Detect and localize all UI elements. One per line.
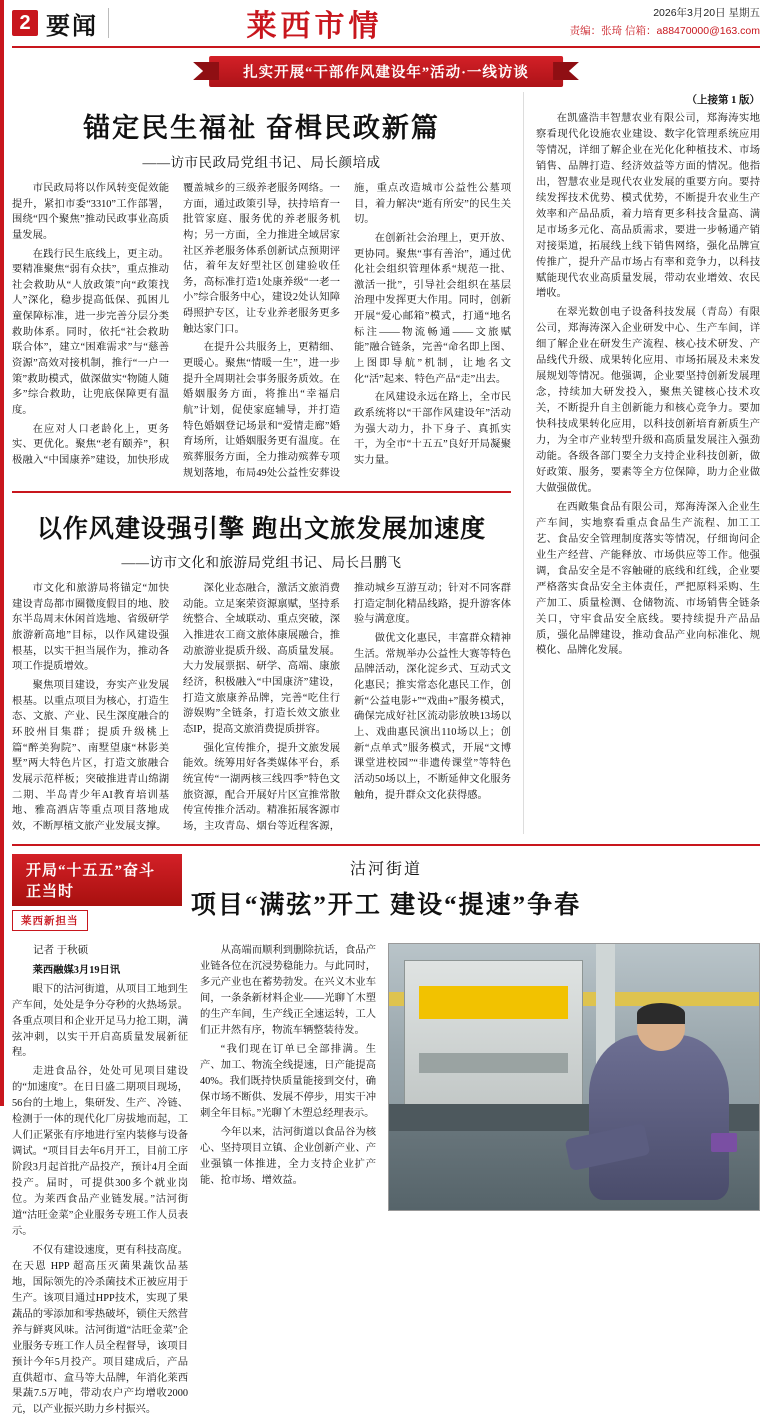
photo-equipment-accent bbox=[711, 1133, 737, 1152]
page-edge-accent bbox=[0, 0, 4, 1106]
article1-p5: 在创新社会治理上，更开放、更协同。聚焦“事有善治”，通过优化社会组织管理体系“规范一批、激活一批”，引导社会组织在基层治理中发挥更大作用。同时，创新开展“爱心邮箱”模式，打通“地名标注——物流畅通——文旅赋能”融合链条，完善“命名即上图、上图即导航”机制，让地名文化“活”起来、特色产品“走”出去。 bbox=[354, 232, 511, 385]
bottom-header-row bbox=[12, 854, 760, 931]
article1-p1: 市民政局将以作风转变促效能提升，紧扣市委“3310”工作部署，围绕“四个聚焦”推动民政事业高质量发展。 bbox=[12, 183, 169, 241]
article3-p4: 从高端而顺利到删除抗话，食品产业链各位在沉浸势稳能力。与此同时，多元产业也在蓄势勃发。在兴义木业车间，一条条新材料企业——光聊丫木塑的生产车间，生产线正全速运转，工人们正井然有序，物流车辆整装待发。 bbox=[200, 945, 376, 1037]
right-p2: 在翠光数创电子设备科技发展（青岛）有限公司，郑海涛深入企业研发中心、生产车间，详细了解企业在研发生产流程、核心技术研发、产品线代升级、成果转化应用、市场拓展及未来发展规划等情况。他强调，企业要坚持创新发展理念，持续加大研发投入，聚焦关键核心技术攻关，不断提升自主创新能力和核心竞争力。要加快科技成果转化应用，以科技创新培育新质生产力，为全市产业转型升级和高质量发展注入强劲动能。各级各部门要全力支持企业科技创新，做好政策、服务，要素等全方位保障，助力企业做大做强做优。 bbox=[536, 307, 760, 494]
issue-date: 2026年3月20日 星期五 bbox=[653, 7, 760, 20]
article3-col1 bbox=[12, 943, 188, 1421]
campaign-tag-block bbox=[12, 854, 182, 931]
continued-article-column bbox=[524, 92, 760, 834]
article1-p2: 在践行民生底线上，更主动。要精准聚焦“弱有众扶”，重点推动社会救助从“人放政策”向“政策找人”深化，稳步提高低保、孤困儿童保障标准，进一步完善分层分类救助体系。同时，依托“社会救助联合体”，建立“困难需求”与“慈善资源”高效对接机制，推行“一户一策”救助模式，做深做实“物随人随多”综合救助，让兜底保障更有温度。 bbox=[12, 248, 169, 416]
article1-headline: 锚定民生福祉 奋楫民政新篇 bbox=[83, 113, 440, 143]
masthead-divider bbox=[108, 8, 109, 38]
street-name: 沽河街道 bbox=[349, 861, 422, 879]
article2-body bbox=[12, 581, 511, 834]
article2-subhead: ——访市文化和旅游局党组书记、局长吕鹏飞 bbox=[121, 555, 402, 571]
article2-p4: 强化宣传推介，提升文旅发展能效。统筹用好各类媒体平台，系统宣传“一湖两核三线四季”特色文旅资源，配合开展好片区宣推常散传宣传推介活动。精准拓展客源市场，主攻青岛、烟台等近程客源，推动城乡互游互动；针对不同客群打造定制化精品线路，提升游客体验与满意度。 bbox=[183, 583, 511, 832]
top-section bbox=[12, 92, 760, 834]
article3-p6: 今年以来，沽河街道以食品谷为核心、坚持项目立镇、企业创新产业、产业强镇一体推进，全力支持企业扩产能、抢市场、增效益。 bbox=[200, 1126, 376, 1186]
paper-title: 莱西市情 bbox=[246, 10, 383, 43]
section-name: 要闻 bbox=[46, 13, 98, 40]
article3-byline: 记者 于秋硕 bbox=[33, 945, 89, 957]
article3-p1: 眼下的沽河街道，从项目工地到生产车间，处处是争分夺秒的火热场景。各重点项目和企业开足马力抢工期，满弦冲刺，以实干开启高质量发展新征程。 bbox=[12, 983, 188, 1059]
article3-body bbox=[12, 943, 760, 1421]
article3-p5: “我们现在订单已全部排满。生产、加工、物流全线提速，日产能提高40%。我们既持快质量能接到交付，确保市场不断供、发展不停步，用实干冲刺全年目标。”光聊丫木塑总经理表示。 bbox=[200, 1044, 376, 1119]
campaign-tag-sub: 莱西新担当 bbox=[12, 910, 88, 931]
right-p1: 在凯盛浩丰智慧农业有限公司，郑海涛实地察看现代化设施农业建设、数字化管理系统应用等情况，详细了解企业在光化化种植技术、市场销售、品牌打造、经济效益等方面的情况。他指出，智慧农业是现代农业发展的重要方向。要持续发挥技术优势、模式优势，不断提升农业生产效率和产品品质，着力培育更多科技含量高、满足市场多元化、高品质需求，要进一步畅通产销对接渠道，拓展线上线下销售网络，强化品牌宣传推广，提升产品市场占有率和竞争力，以科技赋能现代农业高质量发展，带动农业增效、农民增收。 bbox=[536, 113, 760, 300]
article2-p1: 市文化和旅游局将锚定“加快建设青岛都市圈微度假目的地、胶东半岛周末休闲首选地、省级研学旅游新高地”目标，以作风建设强根基，以实干担当展作为，推动各项工作提质增效。 bbox=[12, 583, 169, 673]
article1-p3: 在应对人口老龄化上，更务实、更优化。聚焦“老有颐养”，积极融入“中国康养”建设，加快形成覆盖城乡的三级养老服务网络。一方面，通过政策引导，扶持培育一批管家庭、服务优的养老服务机构；另一方面，全力推进全域居家社区养老服务体系创新试点预期评估，着年友好型社区创建验收任务，高标准打造1处康养级“一老一小”综合服务中心，建设2处认知障碍照护专区，让专业养老服务更多触达家门口。 bbox=[12, 183, 340, 466]
article3-p3: 不仅有建设速度，更有科技高度。在天恩 HPP 超高压灭菌果蔬饮品基地，国际领先的冷杀菌技术正被应用于生产。该项目通过HPP技术，实现了果蔬品的零添加和零热破坏，锁住天然营养与鲜爽风味。沽河街道“沽旺金菜”企业服务专班工作人员全程督导，该项目预计今年5月投产。项目建成后，产品直供超市、盒马等大品牌，年消化莱西果蔬7.5万吨，带动农户产均增收2000元，以产业振兴助力乡村振兴。 bbox=[12, 1244, 188, 1416]
top-left-column bbox=[12, 92, 524, 834]
article2-p5: 做优文化惠民，丰富群众精神生活。常规举办公益性大赛等特色品牌活动，深化淀乡式、互动式文化惠民；推实常态化惠民工作，创新“公益电影+”“戏曲+”服务模式，确保完成好社区流动影放映13场以上、戏曲惠民演出110场以上；创新“点单式”服务模式，开展“文博课堂进校园”“非遗传课堂”等特色活动50场以上，不断延伸文化服务触角，提升群众文化获得感。 bbox=[354, 633, 511, 801]
article2-p3: 深化业态融合，激活文旅消费动能。立足案荣资源禀赋，坚持系统整合、全域联动、重点突破，深入推进农工商文旅体康展融合，推动旅游业提质升级、高质量发展。大力发展票据、研学、高端、康旅经济，积极融入“中国康济”建设，打造文旅康养品牌，完善“吃住行游娱购”全链条，打造长效文旅业态IP，提高文旅消费提质拼容。 bbox=[183, 583, 340, 735]
bottom-section bbox=[12, 844, 760, 1421]
right-p3: 在西敞集食品有限公司，郑海涛深入企业生产车间，实地察看重点食品生产流程、加工工艺、食品安全管理制度落实等情况，仔细询问企业生产经营、产能释放、市场供应等工作。他强调，食品安全是不容触碰的底线和红线，企业要严格落实食品安全主体责任，严把原料采购、生产加工、质量检测、仓储物流、市场销售全链条关口，守牢食品安全底线。要持续提升产品品质，强化品牌建设，推动食品产业向标准化、规模化、品牌化发展。 bbox=[536, 501, 760, 657]
bottom-titles bbox=[190, 854, 582, 921]
campaign-tag-main: 开局“十五五”奋斗正当时 bbox=[12, 854, 182, 906]
campaign-banner-wrap bbox=[12, 56, 760, 86]
photo-worker-body bbox=[589, 1035, 730, 1200]
editor-contact: 责编：张琦 信箱：a88470000@163.com bbox=[569, 25, 760, 37]
campaign-banner: 扎实开展“干部作风建设年”活动·一线访谈 bbox=[209, 56, 563, 87]
article3-dateline: 莱西融媒3月19日讯 bbox=[32, 964, 121, 976]
article1-p6: 在风建设永远在路上，全市民政系统将以“干部作风建设年”活动为强大动力，扑下身子、真抓实干，为全市“十五五”良好开局凝聚实力量。 bbox=[354, 392, 511, 466]
article3-col2 bbox=[200, 943, 376, 1421]
page-number: 2 bbox=[12, 10, 38, 36]
article3-headline: 项目“满弦”开工 建设“提速”争春 bbox=[190, 892, 582, 920]
article1-subhead: ——访市民政局党组书记、局长颜培成 bbox=[142, 155, 381, 170]
article3-p2: 走进食品谷，处处可见项目建设的“加速度”。在日日盛二期项目现场，56台的土地上，集研发、生产、冷链、检测于一体的现代化厂房拔地而起，工人们正紧张有序地进行室内装修与设备调试。“项目目去年6月开工，目前工序阶段3月起首批产品投产，预计4月全面投产。届时，可提供300多个就业岗位。为莱西食品产业链发展。”沽河街道“沽旺金菜”企业服务专班工作人员表示。 bbox=[12, 1066, 188, 1237]
continued-from-label: （上接第 1 版） bbox=[686, 95, 760, 106]
article2-p2: 聚焦项目建设，夯实产业发展根基。以重点项目为核心，打造生态、文旅、产业、民生深度融合的环胶州目集群；提质升级桃上篇“醉美狗院”、南墅望康“林影美墅”两大特色片区，打造文旅融合发展示范样板；突破推进青山绵湖二期、半岛青少年AI教育培训基地、雅高酒店等重点项目落地成效，不断厚植文旅产业发展支撑。 bbox=[12, 680, 169, 832]
article1-body bbox=[12, 181, 511, 481]
masthead bbox=[12, 0, 760, 48]
factory-photo bbox=[388, 943, 760, 1211]
article1-p4: 在提升公共服务上，更精细、更暖心。聚焦“情暖一生”，进一步提升全周期社会事务服务质效。在婚姻服务方面，将推出“幸福启航”计划，促使家庭辅导，并打造特色婚姻登记场景和“爱情走廊”婚育场所，让婚姻服务更有温度。在殡葬服务方面，全力推动殡葬专项规划落地，布局49处公益性安葬设施，重点改造城市公益性公墓项目，着力解决“逝有所安”的民生关切。 bbox=[183, 183, 511, 479]
masthead-info bbox=[510, 5, 760, 41]
photo-worker-hair bbox=[637, 1003, 685, 1024]
article2-headline: 以作风建设强引擎 跑出文旅发展加速度 bbox=[36, 516, 487, 544]
article-divider bbox=[12, 491, 511, 493]
